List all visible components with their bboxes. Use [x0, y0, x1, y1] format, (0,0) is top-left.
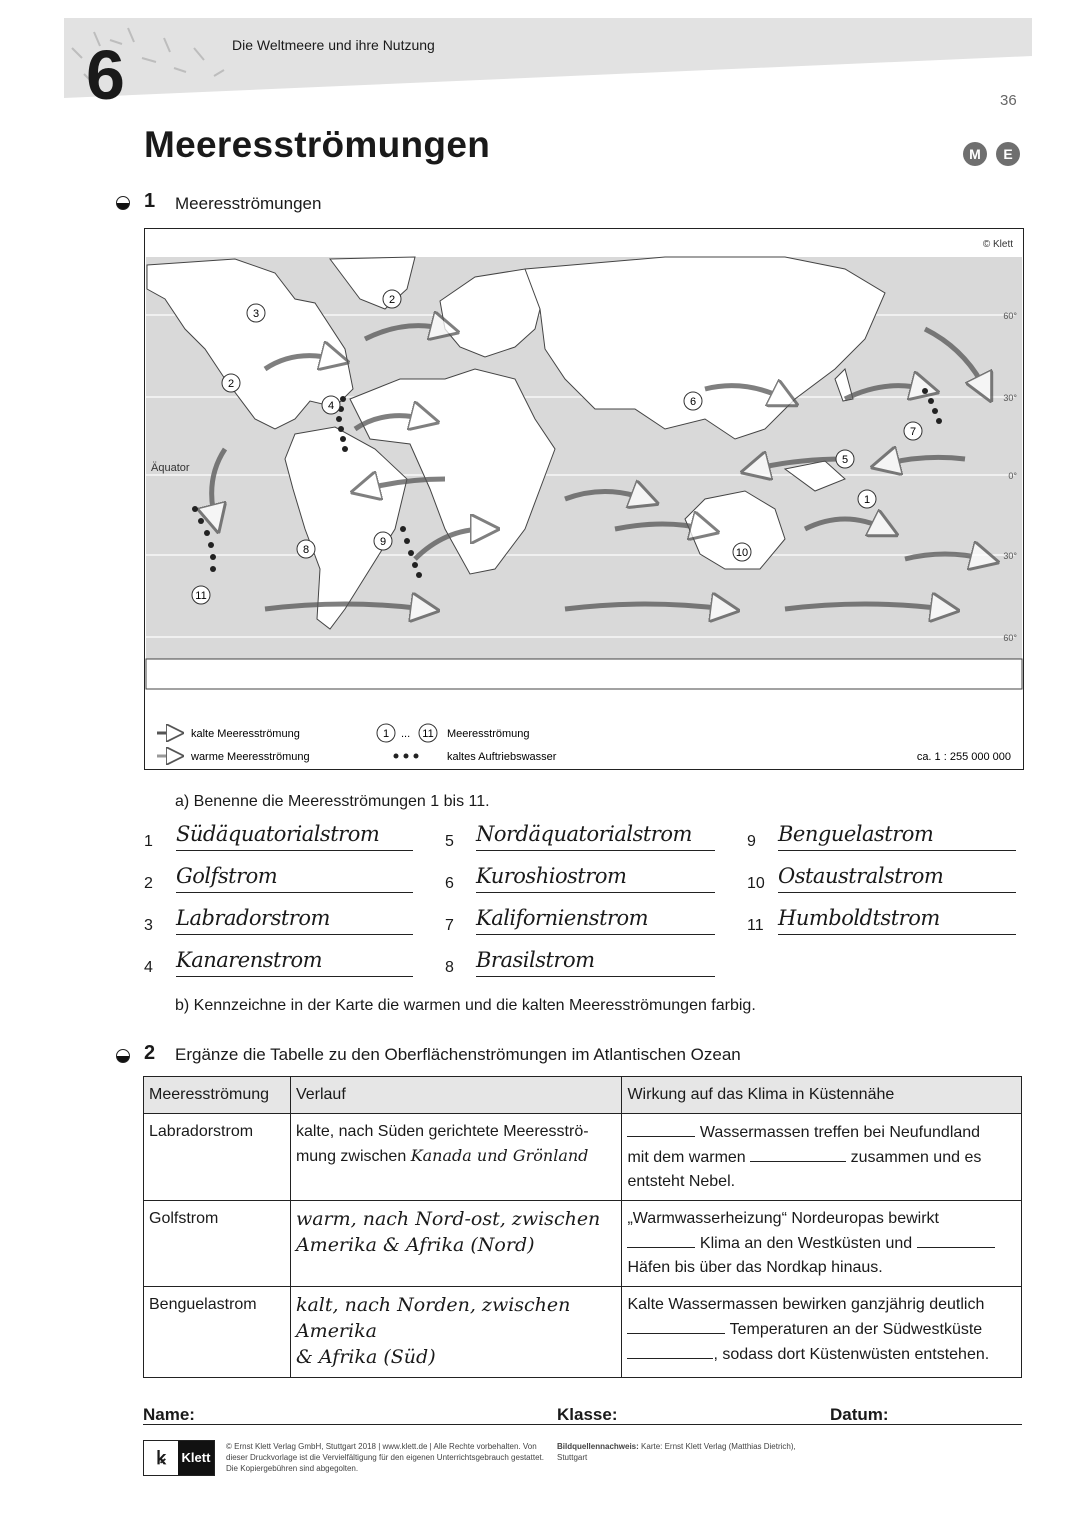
- answer-number-6: 6: [445, 875, 454, 892]
- answer-text-6: Kuroshiostrom: [476, 864, 627, 888]
- answer-line-4[interactable]: [176, 948, 413, 977]
- question-a: a) Benenne die Meeresströmungen 1 bis 11.: [175, 793, 490, 810]
- table-row: [144, 1287, 1022, 1378]
- row2-name: Golfstrom: [144, 1201, 291, 1287]
- lat-label-30s: 30°: [1003, 551, 1017, 561]
- lat-label-30n: 30°: [1003, 393, 1017, 403]
- row3-climate[interactable]: Kalte Wassermassen bewirken ganzjährig deutlich Temperaturen an der Südwestküste , sodass dort Küstenwüsten entstehen.: [622, 1287, 1022, 1378]
- svg-text:2: 2: [227, 378, 235, 390]
- footer-source: Bildquellennachweis: Karte: Ernst Klett Verlag (Matthias Dietrich), Stuttgart: [557, 1442, 796, 1462]
- answer-number-3: 3: [144, 917, 153, 934]
- page-title: Meeresströmungen: [144, 124, 491, 165]
- marker-8: [297, 540, 315, 558]
- svg-text:6: 6: [689, 396, 697, 408]
- answer-line-7[interactable]: [476, 906, 715, 935]
- task-label: Meeresströmungen: [175, 194, 322, 213]
- world-map: [145, 229, 1023, 769]
- map-scale: ca. 1 : 255 000 000: [916, 751, 1011, 763]
- legend-upwelling: kaltes Auftriebswasser: [447, 751, 557, 763]
- row1-name: Labradorstrom: [144, 1114, 291, 1201]
- ocean-currents-map: [144, 228, 1024, 770]
- table-row: [144, 1114, 1022, 1201]
- footer-copyright: © Ernst Klett Verlag GmbH, Stuttgart 2018 | www.klett.de | Alle Rechte vorbehalten. Von dieser Druckvorlage ist die Vervielfältigung für den eigenen Unterrichtsgebrauch gestattet. Die Kopiergebühren sind abgegolten.: [226, 1442, 544, 1473]
- answer-number-10: 10: [747, 875, 765, 892]
- header-band: [64, 18, 1032, 98]
- answer-text-4: Kanarenstrom: [176, 948, 323, 972]
- badge-e: E: [996, 142, 1020, 166]
- answer-number-5: 5: [445, 833, 454, 850]
- legend-cold: kalte Meeresströmung: [191, 728, 300, 740]
- answer-line-5[interactable]: [476, 822, 715, 851]
- difficulty-icon: [116, 196, 130, 210]
- answer-line-3[interactable]: [176, 906, 413, 935]
- klett-logo: [143, 1440, 215, 1476]
- svg-text:2: 2: [388, 294, 396, 306]
- row3-name: Benguelastrom: [144, 1287, 291, 1378]
- klett-symbol-icon: ꝃ: [144, 1441, 178, 1475]
- map-legend: [157, 724, 1011, 763]
- lat-label-60s: 60°: [1003, 633, 1017, 643]
- answer-number-2: 2: [144, 875, 153, 892]
- answer-text-11: Humboldtstrom: [778, 906, 940, 930]
- answer-line-10[interactable]: [778, 864, 1016, 893]
- svg-text:11: 11: [195, 590, 207, 602]
- marker-9: [374, 532, 392, 550]
- answer-text-7: Kalifornienstrom: [476, 906, 649, 930]
- svg-text:4: 4: [327, 400, 335, 412]
- row1-course[interactable]: kalte, nach Süden gerichtete Meeresströ-mung zwischen Kanada und Grönland: [290, 1114, 622, 1201]
- footer-line: [143, 1424, 1022, 1425]
- svg-text:9: 9: [379, 536, 387, 548]
- answer-line-11[interactable]: [778, 906, 1016, 935]
- task-number-2: 2: [144, 1042, 156, 1064]
- svg-text:10: 10: [735, 547, 749, 559]
- answer-text-1: Südäquatorialstrom: [176, 822, 380, 846]
- answer-number-4: 4: [144, 959, 153, 976]
- marker-10: [733, 543, 751, 561]
- marker-7: [904, 422, 922, 440]
- marker-11: [192, 586, 210, 604]
- svg-text:7: 7: [909, 426, 917, 438]
- badge-m: M: [963, 142, 987, 166]
- svg-text:5: 5: [841, 454, 849, 466]
- marker-5: [836, 450, 854, 468]
- chapter-title: Die Weltmeere und ihre Nutzung: [232, 37, 435, 53]
- row2-climate[interactable]: „Warmwasserheizung“ Nordeuropas bewirkt Klima an den Westküsten und Häfen bis über das Nordkap hinaus.: [622, 1201, 1022, 1287]
- answer-line-6[interactable]: [476, 864, 715, 893]
- page-number: 36: [1000, 92, 1017, 109]
- answer-line-9[interactable]: [778, 822, 1016, 851]
- legend-range-to: 11: [422, 728, 434, 740]
- answer-number-8: 8: [445, 959, 454, 976]
- header-current: Meeresströmung: [144, 1077, 291, 1114]
- row2-course[interactable]: warm, nach Nord-ost, zwischen Amerika & Afrika (Nord): [290, 1201, 622, 1287]
- table-row: [144, 1201, 1022, 1287]
- lat-label-0: 0°: [1008, 471, 1017, 481]
- class-label: Klasse:: [557, 1405, 618, 1424]
- marker-2-west: [222, 374, 240, 392]
- marker-4: [322, 396, 340, 414]
- task-number: 1: [144, 190, 156, 212]
- legend-warm: warme Meeresströmung: [191, 751, 310, 763]
- answer-line-8[interactable]: [476, 948, 715, 977]
- difficulty-icon-2: [116, 1049, 130, 1063]
- svg-text:3: 3: [252, 308, 260, 320]
- marker-1: [858, 490, 876, 508]
- answer-number-9: 9: [747, 833, 756, 850]
- date-label: Datum:: [830, 1405, 889, 1424]
- answer-number-7: 7: [445, 917, 454, 934]
- map-copyright: © Klett: [982, 239, 1013, 250]
- legend-range-sep: ...: [401, 728, 411, 740]
- task-label-2: Ergänze die Tabelle zu den Oberflächenströmungen im Atlantischen Ozean: [175, 1045, 741, 1064]
- row3-course[interactable]: kalt, nach Norden, zwischen Amerika & Afrika (Süd): [290, 1287, 622, 1378]
- chapter-number: 6: [86, 36, 125, 114]
- answer-line-2[interactable]: [176, 864, 413, 893]
- marker-3: [247, 304, 265, 322]
- question-b: b) Kennzeichne in der Karte die warmen und die kalten Meeresströmungen farbig.: [175, 997, 756, 1014]
- answer-number-11: 11: [747, 917, 764, 934]
- name-label: Name:: [143, 1405, 195, 1424]
- answer-text-10: Ostaustralstrom: [778, 864, 944, 888]
- klett-logo-text: Klett: [178, 1441, 214, 1475]
- answer-line-1[interactable]: [176, 822, 413, 851]
- header-course: Verlauf: [290, 1077, 622, 1114]
- row1-climate[interactable]: Wassermassen treffen bei Neufundland mit dem warmen zusammen und es entsteht Nebel.: [622, 1114, 1022, 1201]
- answer-text-3: Labradorstrom: [176, 906, 330, 930]
- answer-text-8: Brasilstrom: [476, 948, 595, 972]
- currents-table: [143, 1076, 1022, 1378]
- table-header-row: [144, 1077, 1022, 1114]
- header-climate: Wirkung auf das Klima in Küstennähe: [622, 1077, 1022, 1114]
- legend-range-label: Meeresströmung: [447, 728, 530, 740]
- answer-number-1: 1: [144, 833, 153, 850]
- answer-text-2: Golfstrom: [176, 864, 278, 888]
- marker-6: [684, 392, 702, 410]
- answer-text-9: Benguelastrom: [778, 822, 934, 846]
- equator-label: Äquator: [151, 462, 190, 474]
- answer-text-5: Nordäquatorialstrom: [476, 822, 692, 846]
- svg-text:1: 1: [863, 494, 871, 506]
- svg-text:8: 8: [302, 544, 310, 556]
- lat-label-60n: 60°: [1003, 311, 1017, 321]
- legend-range-from: 1: [382, 728, 390, 740]
- marker-2-north: [383, 290, 401, 308]
